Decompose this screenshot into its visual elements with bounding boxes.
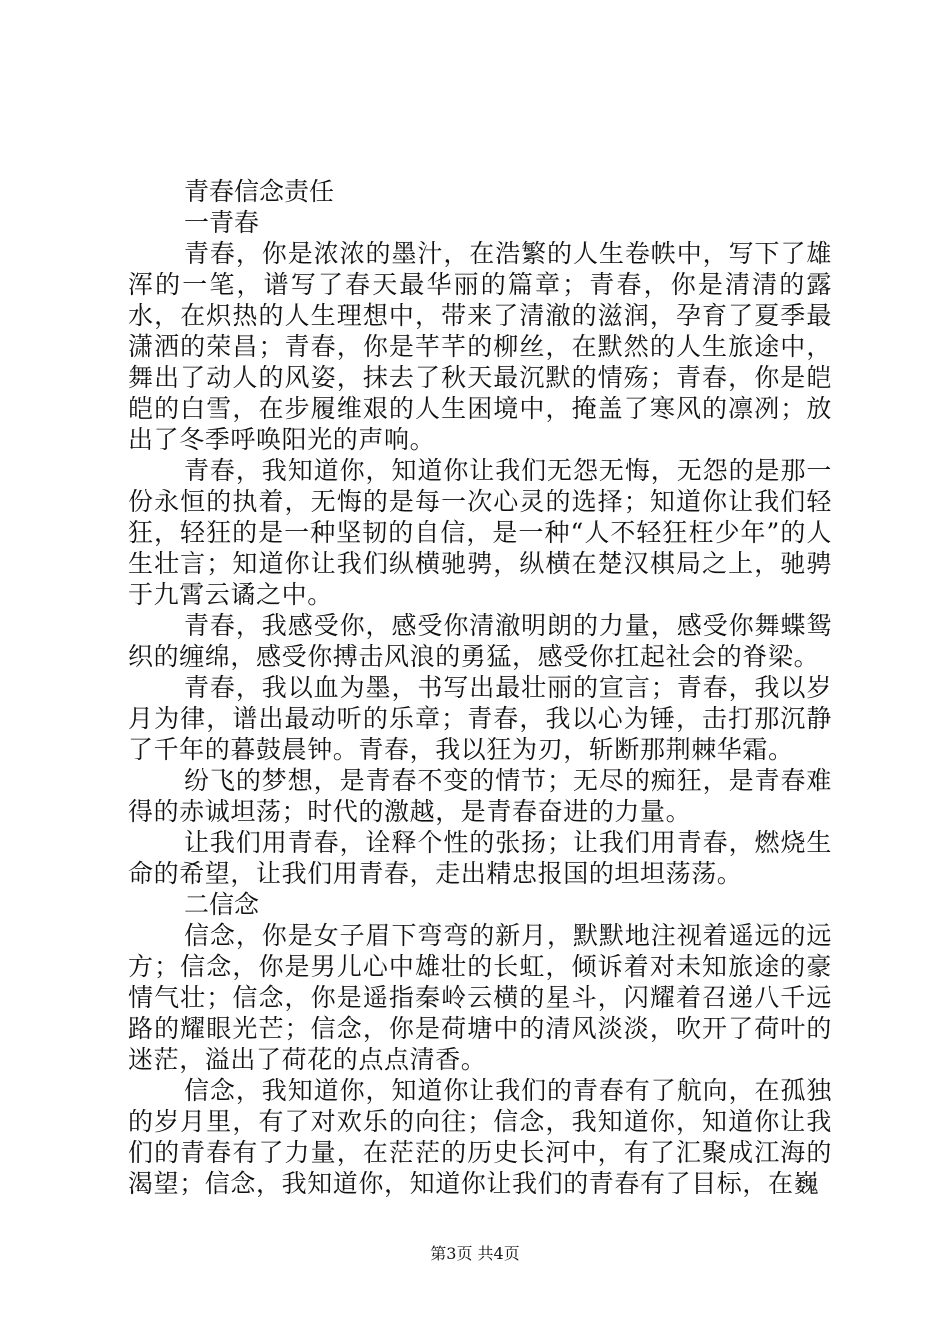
paragraph-youth-1: 青春，你是浓浓的墨汁，在浩繁的人生卷帙中，写下了雄浑的一笔，谱写了春天最华丽的篇章；青春，你是清清的露水，在炽热的人生理想中，带来了清澈的滋润，孕育了夏季最潇洒的荣昌；青春，你是芊芊的柳丝，在默然的人生旅途中，舞出了动人的风姿，抹去了秋天最沉默的情殇；青春，你是皑皑的白雪，在步履维艰的人生困境中，掩盖了寒风的凛冽；放出了冬季呼唤阳光的声响。 [128, 239, 832, 454]
paragraph-youth-4: 青春，我以血为墨，书写出最壮丽的宣言；青春，我以岁月为律，谱出最动听的乐章；青春，我以心为锤，击打那沉静了千年的暮鼓晨钟。青春，我以狂为刃，斩断那荆棘华霜。 [128, 673, 832, 764]
document-body [128, 176, 832, 1199]
paragraph-youth-3: 青春，我感受你，感受你清澈明朗的力量，感受你舞蝶鸳织的缠绵，感受你搏击风浪的勇猛，感受你扛起社会的脊梁。 [128, 611, 832, 671]
section-heading-belief: 二信念 [184, 890, 260, 919]
page-footer: 第3页 共4页 [430, 1244, 520, 1263]
section-heading-youth: 一青春 [184, 208, 260, 237]
paragraph-youth-2: 青春，我知道你，知道你让我们无怨无悔，无怨的是那一份永恒的执着，无悔的是每一次心灵的选择；知道你让我们轻狂，轻狂的是一种坚韧的自信，是一种“人不轻狂枉少年”的人生壮言；知道你让我们纵横驰骋，纵横在楚汉棋局之上，驰骋于九霄云谲之中。 [128, 456, 832, 609]
paragraph-belief-1: 信念，你是女子眉下弯弯的新月，默默地注视着遥远的远方；信念，你是男儿心中雄壮的长虹，倾诉着对未知旅途的豪情气壮；信念，你是遥指秦岭云横的星斗，闪耀着召递八千远路的耀眼光芒；信念，你是荷塘中的清风淡淡，吹开了荷叶的迷茫，溢出了荷花的点点清香。 [128, 921, 832, 1074]
document-title: 青春信念责任 [184, 177, 335, 206]
paragraph-youth-6: 让我们用青春，诠释个性的张扬；让我们用青春，燃烧生命的希望，让我们用青春，走出精忠报国的坦坦荡荡。 [128, 828, 832, 888]
paragraph-youth-5: 纷飞的梦想，是青春不变的情节；无尽的痴狂，是青春难得的赤诚坦荡；时代的激越，是青春奋进的力量。 [128, 766, 832, 826]
paragraph-belief-2: 信念，我知道你，知道你让我们的青春有了航向，在孤独的岁月里，有了对欢乐的向往；信念，我知道你，知道你让我们的青春有了力量，在茫茫的历史长河中，有了汇聚成江海的渴望；信念，我知道你，知道你让我们的青春有了目标，在巍 [128, 1076, 832, 1198]
